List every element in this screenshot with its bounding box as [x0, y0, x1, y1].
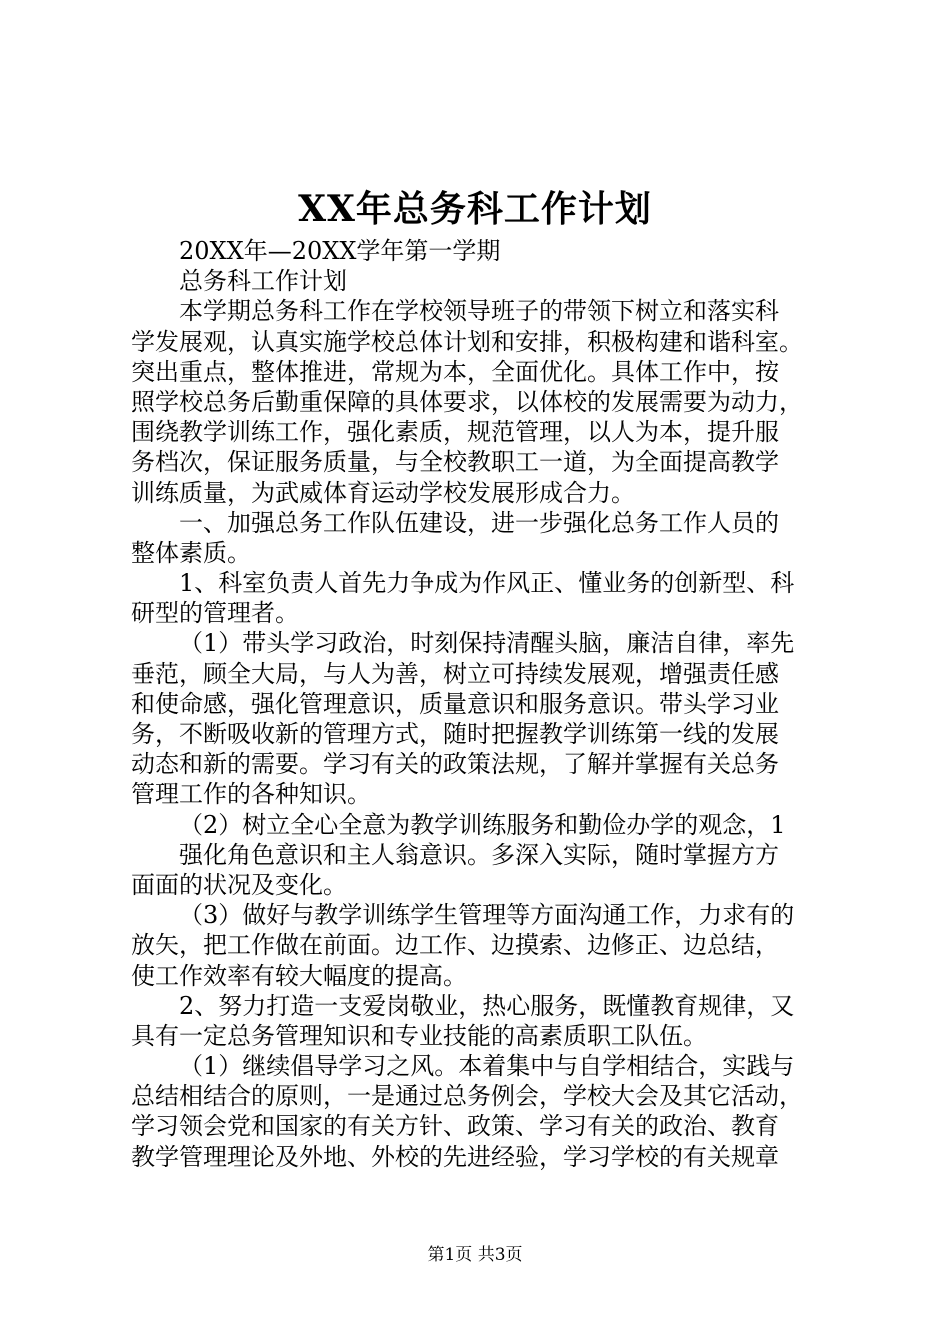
text-line: 训练质量，为武威体育运动学校发展形成合力。	[131, 478, 635, 507]
document-body	[131, 236, 836, 1172]
text-line: 1、科室负责人首先力争成为作风正、懂业务的创新型、科	[179, 569, 795, 598]
document-title: XX年总务科工作计划	[298, 188, 652, 230]
text-line: （1）带头学习政治，时刻保持清醒头脑，廉洁自律，率先	[179, 629, 795, 658]
text-line: 具有一定总务管理知识和专业技能的高素质职工队伍。	[131, 1021, 707, 1050]
text-line: 教学管理理论及外地、外校的先进经验，学习学校的有关规章	[131, 1142, 779, 1171]
text-line: 强化角色意识和主人翁意识。多深入实际，随时掌握方方	[179, 840, 779, 869]
text-line: 总结相结合的原则，一是通过总务例会，学校大会及其它活动，	[131, 1082, 803, 1111]
text-line: 一、加强总务工作队伍建设，进一步强化总务工作人员的	[179, 508, 779, 537]
text-line: 放矢，把工作做在前面。边工作、边摸索、边修正、边总结，	[131, 931, 779, 960]
text-line: 20XX年—20XX学年第一学期	[179, 237, 501, 265]
text-line: 突出重点，整体推进，常规为本，全面优化。具体工作中，按	[131, 357, 779, 386]
text-line: 学习领会党和国家的有关方针、政策、学习有关的政治、教育	[131, 1112, 779, 1141]
text-line: 管理工作的各种知识。	[131, 780, 371, 809]
text-line: 和使命感，强化管理意识，质量意识和服务意识。带头学习业	[131, 689, 779, 718]
page-footer: 第1页 共3页	[427, 1245, 523, 1265]
text-line: （2）树立全心全意为教学训练服务和勤俭办学的观念，1	[179, 810, 786, 839]
text-line: 面面的状况及变化。	[131, 870, 347, 899]
text-line: 本学期总务科工作在学校领导班子的带领下树立和落实科	[179, 297, 779, 326]
text-line: （1）继续倡导学习之风。本着集中与自学相结合，实践与	[179, 1052, 795, 1081]
text-line: 整体素质。	[131, 538, 251, 567]
text-line: 围绕教学训练工作，强化素质，规范管理，以人为本，提升服	[131, 418, 779, 447]
text-line: 研型的管理者。	[131, 599, 299, 628]
text-line: 务档次，保证服务质量，与全校教职工一道，为全面提高教学	[131, 448, 779, 477]
text-line: 2、努力打造一支爱岗敬业，热心服务，既懂教育规律，又	[179, 991, 795, 1020]
text-line: 学发展观，认真实施学校总体计划和安排，积极构建和谐科室。	[131, 327, 803, 356]
text-line: 垂范，顾全大局，与人为善，树立可持续发展观，增强责任感	[131, 659, 779, 688]
text-line: 照学校总务后勤重保障的具体要求，以体校的发展需要为动力，	[131, 387, 803, 416]
text-line: 使工作效率有较大幅度的提高。	[131, 961, 467, 990]
text-line: 总务科工作计划	[179, 267, 347, 296]
text-line: 务，不断吸收新的管理方式，随时把握教学训练第一线的发展	[131, 720, 779, 748]
text-line: （3）做好与教学训练学生管理等方面沟通工作，力求有的	[179, 901, 795, 930]
text-line: 动态和新的需要。学习有关的政策法规，了解并掌握有关总务	[131, 750, 779, 779]
